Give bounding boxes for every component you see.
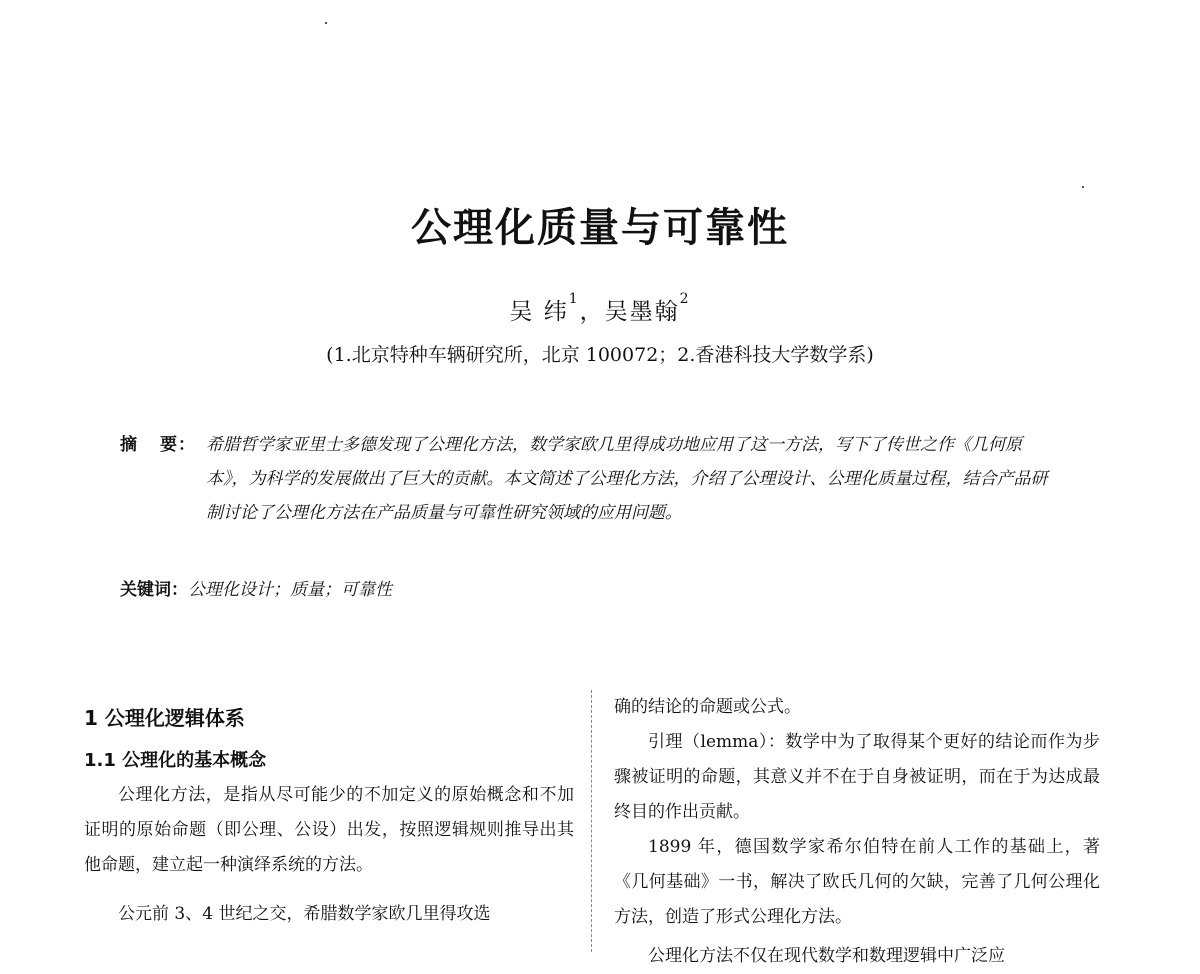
section-heading-1: 1 公理化逻辑体系: [84, 706, 245, 730]
right-column: [614, 690, 1100, 974]
body-paragraph: 确的结论的命题或公式。: [614, 697, 801, 717]
author-line: [0, 293, 1200, 326]
keywords-label: 关键词：: [120, 580, 188, 600]
section-heading-1-1: 1.1 公理化的基本概念: [84, 750, 267, 771]
scan-speck: [325, 22, 327, 24]
author-1-name: 吴 纬: [509, 299, 569, 325]
author-1-affil-mark: 1: [568, 291, 580, 307]
body-paragraph: 公理化方法，是指从尽可能少的不加定义的原始概念和不加证明的原始命题（即公理、公设）出发，按照逻辑规则推导出其他命题，建立起一种演绎系统的方法。: [84, 785, 574, 875]
abstract-label: 摘 要：: [120, 435, 196, 455]
abstract-text: 希腊哲学家亚里士多德发现了公理化方法，数学家欧几里得成功地应用了这一方法，写下了传世之作《几何原本》，为科学的发展做出了巨大的贡献。本文简述了公理化方法，介绍了公理设计、公理化质量过程，结合产品研制讨论了公理化方法在产品质量与可靠性研究领域的应用问题。: [206, 435, 1048, 523]
author-2-name: 吴墨翰: [604, 299, 680, 325]
abstract-block: [120, 428, 1060, 530]
body-paragraph: 公理化方法不仅在现代数学和数理逻辑中广泛应: [648, 946, 1005, 966]
column-divider: [591, 690, 592, 952]
keywords-block: [120, 575, 392, 600]
body-paragraph: 引理（lemma）：数学中为了取得某个更好的结论而作为步骤被证明的命题，其意义并不在于自身被证明，而在于为达成最终目的作出贡献。: [614, 732, 1100, 822]
keywords-text: 公理化设计；质量；可靠性: [188, 580, 392, 600]
scan-speck: [1082, 186, 1084, 188]
author-2-affil-mark: 2: [679, 291, 691, 307]
author-separator: ，: [579, 299, 605, 325]
body-paragraph: 公元前 3、4 世纪之交，希腊数学家欧几里得攻选: [118, 904, 491, 924]
paper-title: 公理化质量与可靠性: [411, 205, 789, 251]
left-column: [84, 686, 574, 932]
affiliation: (1.北京特种车辆研究所，北京 100072；2.香港科技大学数学系): [326, 344, 874, 366]
body-paragraph: 1899 年，德国数学家希尔伯特在前人工作的基础上，著《几何基础》一书，解决了欧氏几何的欠缺，完善了几何公理化方法，创造了形式公理化方法。: [614, 837, 1100, 927]
